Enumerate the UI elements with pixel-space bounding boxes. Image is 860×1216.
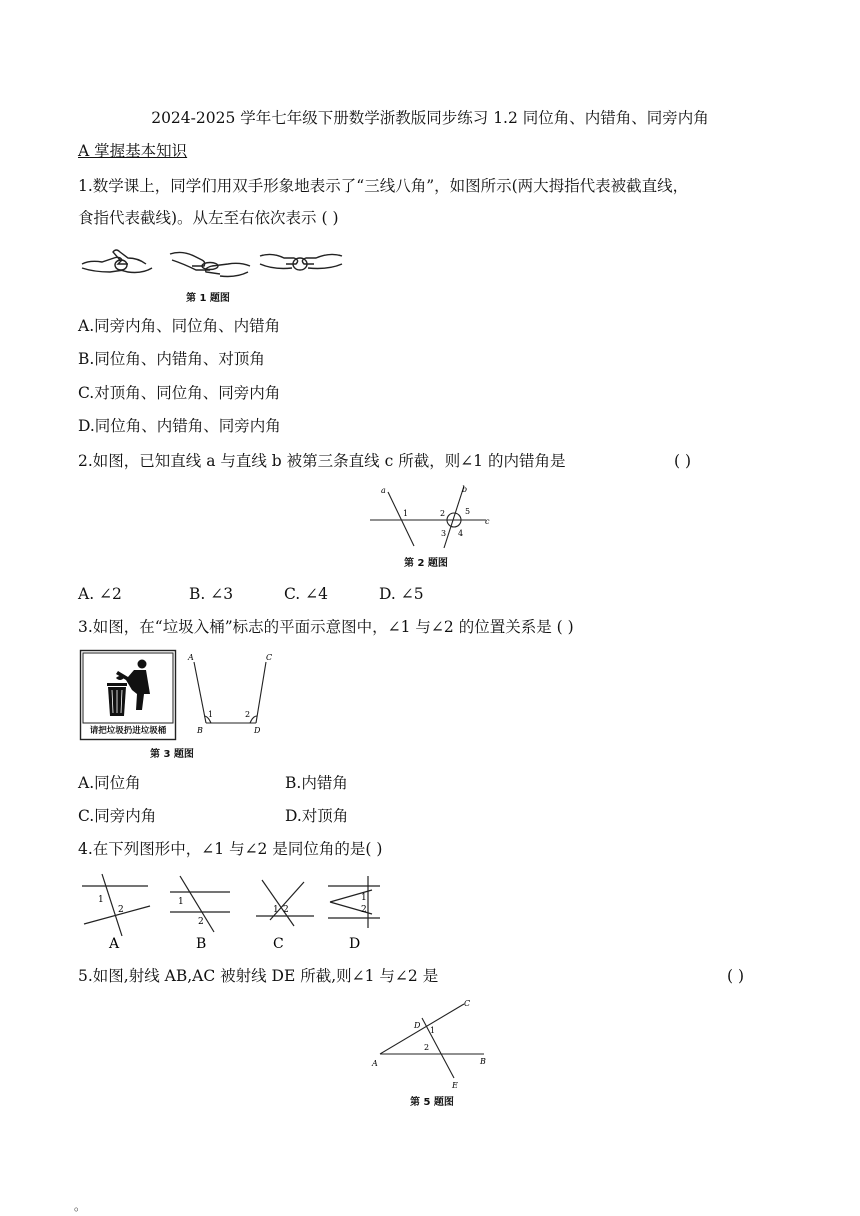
- q4-a-angle-2: 2: [118, 905, 124, 915]
- q4-stem: 4.在下列图形中，∠1 与∠2 是同位角的是( ): [78, 840, 383, 858]
- q4-figures: [80, 872, 390, 950]
- q5-label-C: C: [464, 999, 471, 1008]
- q4-d-angle-1: 1: [361, 893, 367, 903]
- q3-option-d: D.对顶角: [285, 807, 349, 825]
- q5-angle-2: 2: [424, 1043, 430, 1052]
- q3-label-B: B: [197, 726, 203, 735]
- q3-sign-text: 请把垃圾扔进垃圾桶: [89, 726, 167, 736]
- q1-hands-figure: [80, 238, 345, 282]
- q4-a-angle-1: 1: [98, 895, 104, 905]
- q2-label-b: b: [462, 485, 468, 494]
- document-title: 2024-2025 学年七年级下册数学浙教版同步练习 1.2 同位角、内错角、同旁内角: [151, 109, 709, 127]
- q3-option-c: C.同旁内角: [78, 807, 157, 825]
- q4-b-angle-2: 2: [198, 917, 204, 927]
- q5-label-A: A: [372, 1059, 378, 1068]
- q3-caption: 第 3 题图: [150, 749, 194, 760]
- q5-figure: [372, 996, 494, 1090]
- q2-figure: [368, 482, 493, 548]
- q3-trash-sign: [80, 650, 176, 740]
- q5-label-D: D: [414, 1021, 421, 1030]
- line-b: [444, 486, 464, 548]
- q5-label-E: E: [452, 1081, 458, 1090]
- q2-option-b: B. ∠3: [189, 585, 234, 603]
- q4-label-a: A: [109, 936, 120, 952]
- q3-diagram: [186, 652, 274, 736]
- end-mark: 。: [74, 1199, 87, 1213]
- section-heading: A 掌握基本知识: [78, 142, 188, 160]
- q1-stem-line1: 1.数学课上，同学们用双手形象地表示了“三线八角”，如图所示(两大拇指代表被截直线，: [78, 177, 689, 195]
- q2-angle-2: 2: [440, 509, 446, 518]
- q2-option-a: A. ∠2: [78, 585, 122, 603]
- q2-stem: 2.如图，已知直线 a 与直线 b 被第三条直线 c 所截，则∠1 的内错角是: [78, 452, 566, 470]
- q2-caption: 第 2 题图: [404, 558, 448, 569]
- q5-caption: 第 5 题图: [410, 1097, 454, 1108]
- q3-angle-2: 2: [245, 710, 251, 719]
- q3-angle-1: 1: [208, 710, 214, 719]
- ray-AC: [380, 1004, 464, 1054]
- q4-c-angle-2: 2: [283, 905, 289, 915]
- q1-option-c: C.对顶角、同位角、同旁内角: [78, 384, 281, 402]
- q2-answer-paren: ( ): [674, 452, 692, 470]
- q1-option-a: A.同旁内角、同位角、内错角: [78, 317, 281, 335]
- q5-answer-paren: ( ): [727, 967, 745, 985]
- q3-label-C: C: [266, 653, 273, 662]
- q4-d-angle-2: 2: [361, 905, 367, 915]
- q2-option-c: C. ∠4: [284, 585, 329, 603]
- q2-angle-5: 5: [465, 507, 471, 516]
- q2-angle-3: 3: [441, 529, 447, 538]
- q1-stem-line2: 食指代表截线)。从左至右依次表示 ( ): [78, 209, 339, 227]
- q1-caption: 第 1 题图: [186, 293, 230, 304]
- q1-option-b: B.同位角、内错角、对顶角: [78, 350, 265, 368]
- q3-stem: 3.如图，在“垃圾入桶”标志的平面示意图中，∠1 与∠2 的位置关系是 ( ): [78, 618, 574, 636]
- line-a: [388, 492, 414, 546]
- q4-c-angle-1: 1: [273, 905, 279, 915]
- q4-b-angle-1: 1: [178, 897, 184, 907]
- q4-label-b: B: [196, 936, 207, 952]
- q5-stem: 5.如图,射线 AB,AC 被射线 DE 所截,则∠1 与∠2 是: [78, 967, 439, 985]
- q2-label-c: c: [485, 517, 490, 526]
- q5-label-B: B: [480, 1057, 486, 1066]
- q2-label-a: a: [381, 486, 386, 495]
- q2-angle-1: 1: [403, 509, 409, 518]
- q5-angle-1: 1: [430, 1026, 436, 1035]
- q4-label-d: D: [349, 936, 361, 952]
- q3-option-a: A.同位角: [78, 774, 141, 792]
- q1-option-d: D.同位角、内错角、同旁内角: [78, 417, 281, 435]
- q3-label-A: A: [188, 653, 194, 662]
- q3-label-D: D: [254, 726, 261, 735]
- q2-angle-4: 4: [458, 529, 464, 538]
- q3-option-b: B.内错角: [285, 774, 348, 792]
- q4-label-c: C: [273, 936, 284, 952]
- q2-option-d: D. ∠5: [379, 585, 424, 603]
